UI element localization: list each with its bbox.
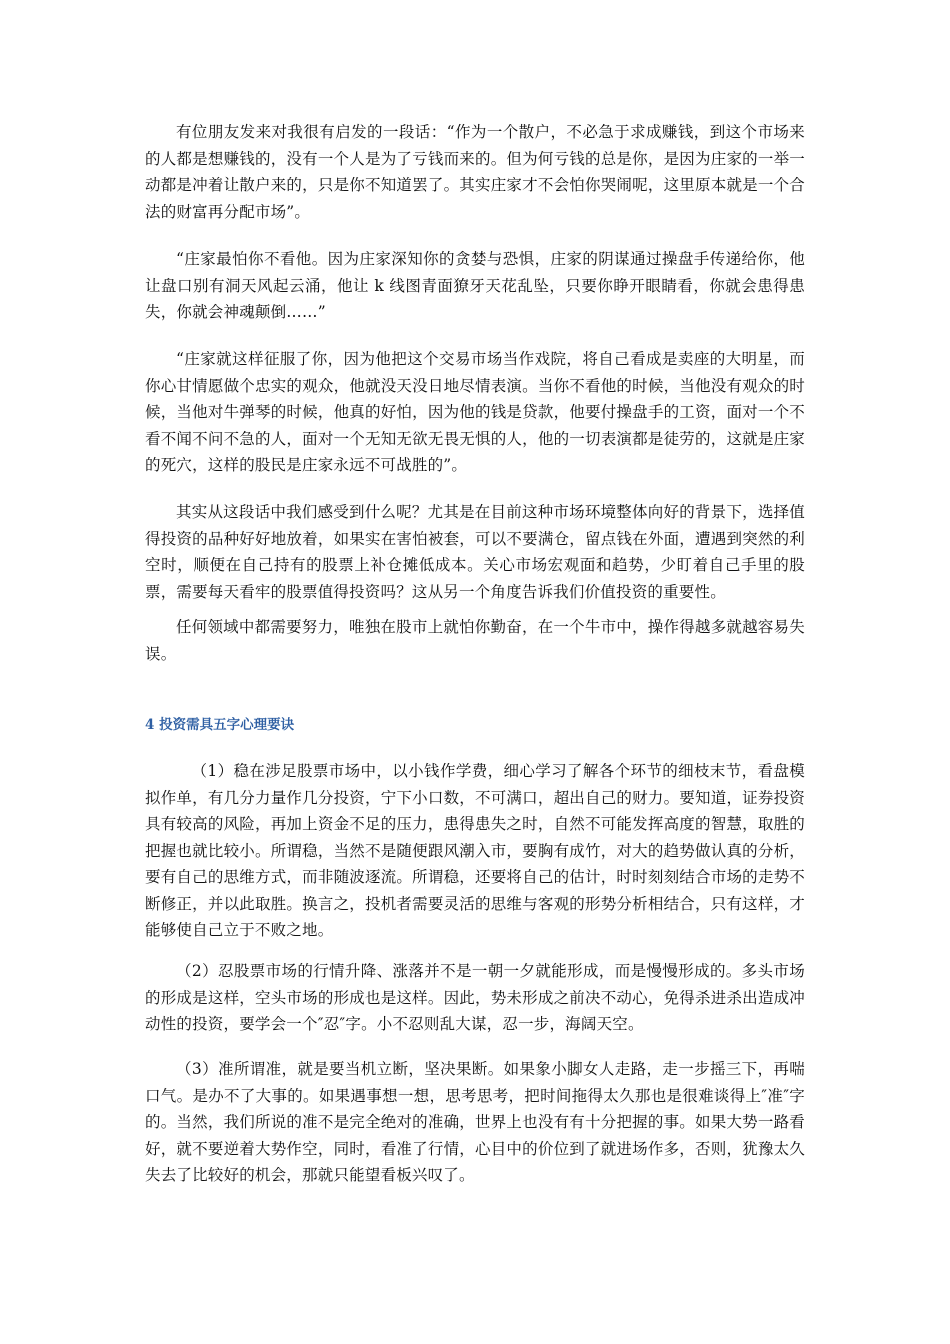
paragraph-friend-quote: 有位朋友发来对我很有启发的一段话：“作为一个散户，不必急于求成赚钱，到这个市场来的人都是想赚钱的，没有一个人是为了亏钱而来的。但为何亏钱的总是你，是因为庄家的一举一动都是冲着让散户来的，只是你不知道罢了。其实庄家才不会怕你哭闹呢，这里原本就是一个合法的财富再分配市场”。 xyxy=(145,123,805,221)
paragraph-patience: （2）忍股票市场的行情升降、涨落并不是一朝一夕就能形成，而是慢慢形成的。多头市场的形成是这样，空头市场的形成也是这样。因此，势未形成之前决不动心，免得杀进杀出造成冲动性的投资，要学会一个″忍″字。小不忍则乱大谋，忍一步，海阔天空。 xyxy=(145,962,805,1033)
paragraph-steady: （1）稳在涉足股票市场中，以小钱作学费，细心学习了解各个环节的细枝末节，看盘模拟作单，有几分力量作几分投资，宁下小口数，不可满口，超出自己的财力。要知道，证券投资具有较高的风险，再加上资金不足的压力，患得患失之时，自然不可能发挥高度的智慧，取胜的把握也就比较小。所谓稳，当然不是随便跟风潮入市，要胸有成竹，对大的趋势做认真的分析，要有自己的思维方式，而非随波逐流。所谓稳，还要将自己的估计，时时刻刻结合市场的走势不断修正，并以此取胜。换言之，投机者需要灵活的思维与客观的形势分析相结合，只有这样，才能够使自己立于不败之地。 xyxy=(145,762,805,939)
paragraph-value-investing: 其实从这段话中我们感受到什么呢？尤其是在目前这种市场环境整体向好的背景下，选择值得投资的品种好好地放着，如果实在害怕被套，可以不要满仓，留点钱在外面，遭遇到突然的利空时，顺便在自己持有的股票上补仓摊低成本。关心市场宏观面和趋势，少盯着自己手里的股票，需要每天看牢的股票值得投资吗？这从另一个角度告诉我们价值投资的重要性。 xyxy=(145,503,805,601)
paragraph-dealer-fear: “庄家最怕你不看他。因为庄家深知你的贪婪与恐惧，庄家的阴谋通过操盘手传递给你，他让盘口别有洞天风起云涌，他让 k 线图青面獠牙天花乱坠，只要你睁开眼睛看，你就会患得患失，你就会神魂颠倒……” xyxy=(145,250,805,321)
paragraph-accuracy: （3）准所谓准，就是要当机立断，坚决果断。如果象小脚女人走路，走一步摇三下，再喘口气。是办不了大事的。如果遇事想一想，思考思考，把时间拖得太久那也是很难谈得上″准″字的。当然，我们所说的准不是完全绝对的准确，世界上也没有有十分把握的事。如果大势一路看好，就不要逆着大势作空，同时，看准了行情，心目中的价位到了就进场作多，否则，犹豫太久失去了比较好的机会，那就只能望看板兴叹了。 xyxy=(145,1060,805,1184)
paragraph-diligence: 任何领域中都需要努力，唯独在股市上就怕你勤奋，在一个牛市中，操作得越多就越容易失误。 xyxy=(145,618,805,663)
section-heading: 4 投资需具五字心理要诀 xyxy=(145,717,295,733)
paragraph-dealer-theater: “庄家就这样征服了你，因为他把这个交易市场当作戏院，将自己看成是卖座的大明星，而你心甘情愿做个忠实的观众，他就没天没日地尽情表演。当你不看他的时候，当他没有观众的时候，当他对牛弹琴的时候，他真的好怕，因为他的钱是贷款，他要付操盘手的工资，面对一个不看不闻不问不急的人，面对一个无知无欲无畏无惧的人，他的一切表演都是徒劳的，这就是庄家的死穴，这样的股民是庄家永远不可战胜的”。 xyxy=(145,350,805,474)
